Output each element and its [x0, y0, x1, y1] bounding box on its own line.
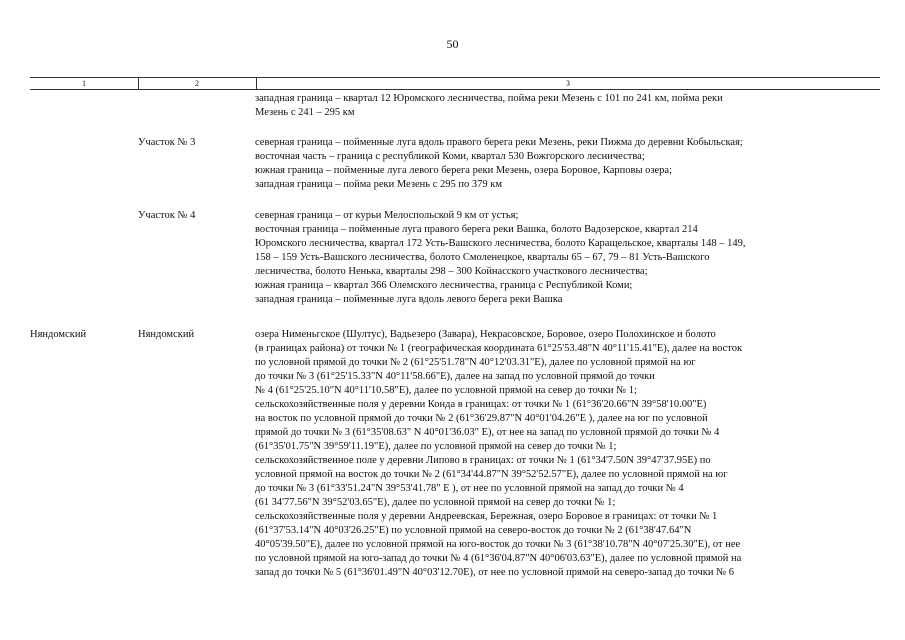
boundary-line: до точки № 3 (61°33'51.24"N 39°53'41.78" E ), от нее по условной прямой на запад до точки № 4 — [255, 483, 684, 494]
boundary-line: южная граница – пойменные луга левого берега реки Мезень, озера Боровое, Карповы озера; — [255, 165, 673, 176]
boundary-line: южная граница – квартал 366 Олемского лесничества, граница с Республикой Коми; — [255, 280, 633, 291]
boundary-line: западная граница – пойма реки Мезень с 295 по 379 км — [255, 179, 502, 190]
boundary-line: северная граница – пойменные луга вдоль правого берега реки Мезень, реки Пижма до деревни Кобыльская; — [255, 137, 743, 148]
table-header — [30, 77, 880, 90]
boundary-line: до точки № 3 (61°25'15.33"N 40°11'58.66"E), далее на запад по условной прямой до точки — [255, 371, 655, 382]
boundary-line: (в границах района) от точки № 1 (географическая координата 61°25'53.48"N 40°11'15.41"E), далее на восток — [255, 343, 743, 354]
boundary-line: Юромского лесничества, квартал 172 Усть-Вашского лесничества, болото Каращельское, кварталы 148 – 149, — [255, 238, 746, 249]
boundary-description — [255, 92, 865, 120]
page-number: 50 — [446, 37, 459, 51]
boundary-line: западная граница – квартал 12 Юромского лесничества, пойма реки Мезень с 101 по 241 км, пойма реки — [255, 93, 723, 104]
boundary-description — [255, 209, 865, 307]
boundary-line: (61°37'53.14"N 40°03'26.25"E) по условной прямой на северо-восток до точки № 2 (61°38'47.64"N — [255, 525, 692, 536]
boundary-line: сельскохозяйственное поле у деревни Липово в границах: от точки № 1 (61°34'7.50N 39°47'37.95E) по — [255, 455, 711, 466]
district-cell: Няндомский — [30, 329, 87, 340]
boundary-line: запад до точки № 5 (61°36'01.49"N 40°03'12.70E), от нее по условной прямой на северо-запад до точки № 6 — [255, 567, 734, 578]
boundary-line: прямой до точки № 3 (61°35'08.63" N 40°01'36.03" E), от нее на запад по условной прямой до точки № 4 — [255, 427, 720, 438]
header-col-2: 2 — [195, 79, 199, 88]
boundary-line: сельскохозяйственные поля у деревни Андреевская, Бережная, озеро Боровое в границах: от точки № 1 — [255, 511, 718, 522]
boundary-line: Мезень с 241 – 295 км — [255, 107, 355, 118]
area-cell: Участок № 3 — [138, 137, 196, 148]
boundary-line: условной прямой на восток до точки № 2 (61°34'44.87"N 39°52'52.57"E), далее по условной прямой на юг — [255, 469, 728, 480]
boundary-line: сельскохозяйственные поля у деревни Конда в границах: от точки № 1 (61°36'20.66"N 39°58'10.00"E) — [255, 399, 707, 410]
header-col-1: 1 — [82, 79, 86, 88]
area-cell: Участок № 4 — [138, 210, 196, 221]
boundary-line: восточная граница – пойменные луга правого берега реки Вашка, болото Вадозерское, квартал 214 — [255, 224, 698, 235]
boundary-line: северная граница – от курьи Мелоспольской 9 км от устья; — [255, 210, 519, 221]
boundary-line: 40°05'39.50"E), далее по условной прямой на юго-восток до точки № 3 (61°38'10.78"N 40°07'25.30"E), от нее — [255, 539, 741, 550]
boundary-line: на восток по условной прямой до точки № 2 (61°36'29.87"N 40°01'04.26"E ), далее на юг по условной — [255, 413, 708, 424]
boundary-line: восточная часть – граница с республикой Коми, квартал 530 Вожгорского лесничества; — [255, 151, 645, 162]
boundary-line: (61°35'01.75"N 39°59'11.19"E), далее по условной прямой на север до точки № 1; — [255, 441, 617, 452]
boundary-line: № 4 (61°25'25.10"N 40°11'10.58"E), далее по условной прямой на север до точки № 1; — [255, 385, 637, 396]
header-col-3: 3 — [566, 79, 570, 88]
boundary-line: по условной прямой на юго-запад до точки № 4 (61°36'04.87"N 40°06'03.63"E), далее по условной прямой на — [255, 553, 742, 564]
boundary-line: по условной прямой до точки № 2 (61°25'51.78"N 40°12'03.31"E), далее по условной прямой на юг — [255, 357, 696, 368]
boundary-line: (61 34'77.56"N 39°52'03.65"E), далее по условной прямой на север до точки № 1; — [255, 497, 616, 508]
boundary-description — [255, 328, 865, 580]
boundary-line: озера Нименьгское (Шултус), Вадьезеро (Завара), Некрасовское, Боровое, озеро Полохинское и болото — [255, 329, 716, 340]
boundary-line: лесничества, болото Ненька, кварталы 298 – 300 Койнасского участкового лесничества; — [255, 266, 648, 277]
boundary-description — [255, 136, 865, 192]
boundary-line: западная граница – пойменные луга вдоль левого берега реки Вашка — [255, 294, 563, 305]
area-cell: Няндомский — [138, 329, 195, 340]
boundary-line: 158 – 159 Усть-Вашского лесничества, болото Смоленецкое, кварталы 65 – 67, 79 – 81 Усть-Вашского — [255, 252, 710, 263]
